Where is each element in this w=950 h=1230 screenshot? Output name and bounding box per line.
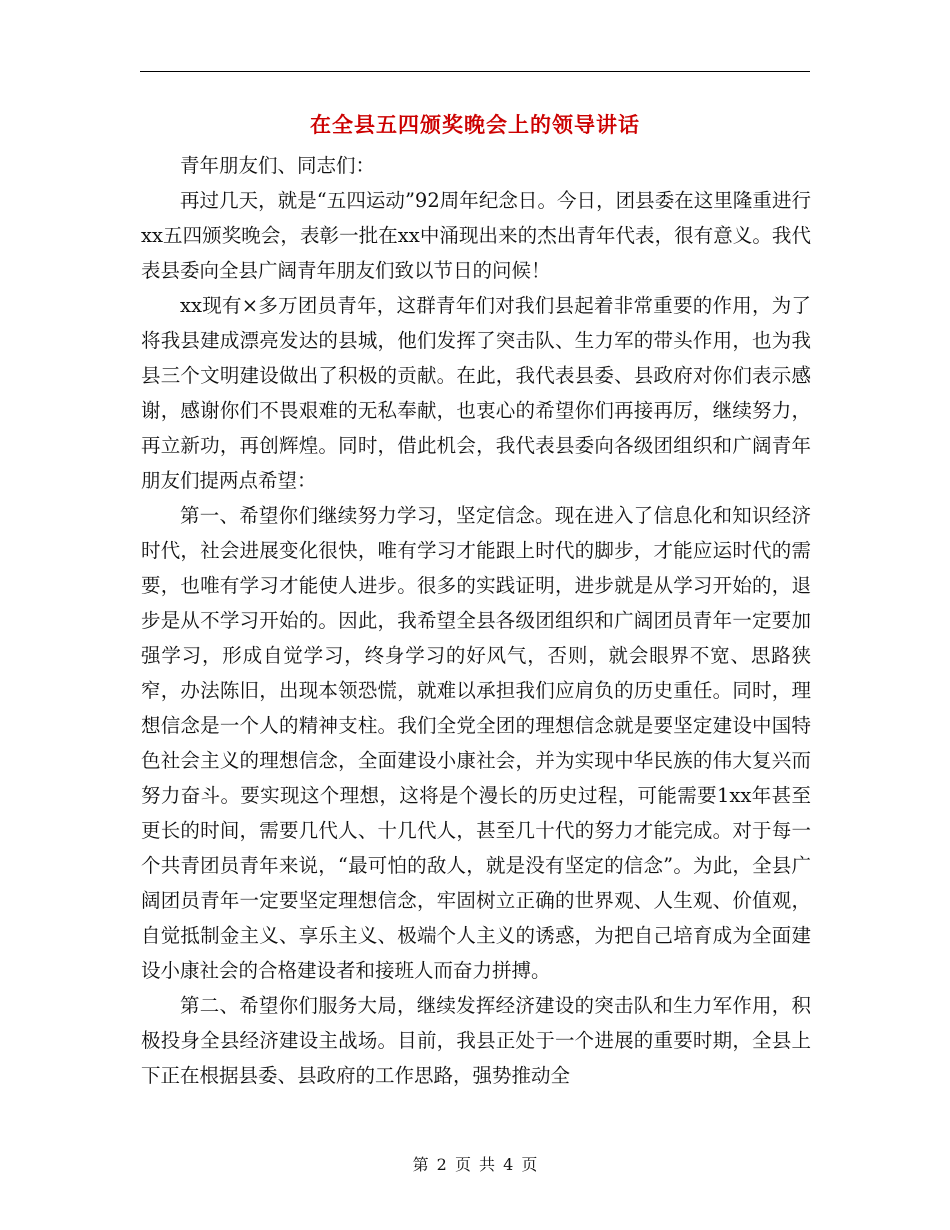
paragraph-hope-two: 第二、希望你们服务大局，继续发挥经济建设的突击队和生力军作用，积极投身全县经济建设主战场。目前，我县正处于一个进展的重要时期，全县上下正在根据县委、县政府的工作思路，强势推动全 — [141, 994, 811, 1087]
page-number-footer: 第 2 页 共 4 页 — [412, 1155, 538, 1174]
document-body — [141, 148, 811, 1093]
paragraph-intro: 再过几天，就是“五四运动”92周年纪念日。今日，团县委在这里隆重进行xx五四颁奖晚会，表彰一批在xx中涌现出来的杰出青年代表，很有意义。我代表县委向全县广阔青年朋友们致以节日的问候！ — [141, 189, 811, 282]
paragraph-salutation: 青年朋友们、同志们： — [180, 154, 376, 177]
header-rule — [140, 71, 810, 72]
paragraph-thanks: xx现有×多万团员青年，这群青年们对我们县起着非常重要的作用，为了将我县建成漂亮发达的县城，他们发挥了突击队、生力军的带头作用，也为我县三个文明建设做出了积极的贡献。在此，我代表县委、县政府对你们表示感谢，感谢你们不畏艰难的无私奉献，也衷心的希望你们再接再厉，继续努力，再立新功，再创辉煌。同时，借此机会，我代表县委向各级团组织和广阔青年朋友们提两点希望： — [141, 294, 811, 492]
paragraph-hope-one: 第一、希望你们继续努力学习，坚定信念。现在进入了信息化和知识经济时代，社会进展变化很快，唯有学习才能跟上时代的脚步，才能应运时代的需要，也唯有学习才能使人进步。很多的实践证明，进步就是从学习开始的，退步是从不学习开始的。因此，我希望全县各级团组织和广阔团员青年一定要加强学习，形成自觉学习，终身学习的好风气，否则，就会眼界不宽、思路狭窄，办法陈旧，出现本领恐慌，就难以承担我们应肩负的历史重任。同时，理想信念是一个人的精神支柱。我们全党全团的理想信念就是要坚定建设中国特色社会主义的理想信念，全面建设小康社会，并为实现中华民族的伟大复兴而努力奋斗。要实现这个理想，这将是个漫长的历史过程，可能需要1xx年甚至更长的时间，需要几代人、十几代人，甚至几十代的努力才能完成。对于每一个共青团员青年来说，“最可怕的敌人，就是没有坚定的信念”。为此，全县广阔团员青年一定要坚定理想信念，牢固树立正确的世界观、人生观、价值观，自觉抵制金主义、享乐主义、极端个人主义的诱惑，为把自己培育成为全面建设小康社会的合格建设者和接班人而奋力拼搏。 — [141, 504, 811, 982]
document-title: 在全县五四颁奖晚会上的领导讲话 — [310, 113, 640, 137]
